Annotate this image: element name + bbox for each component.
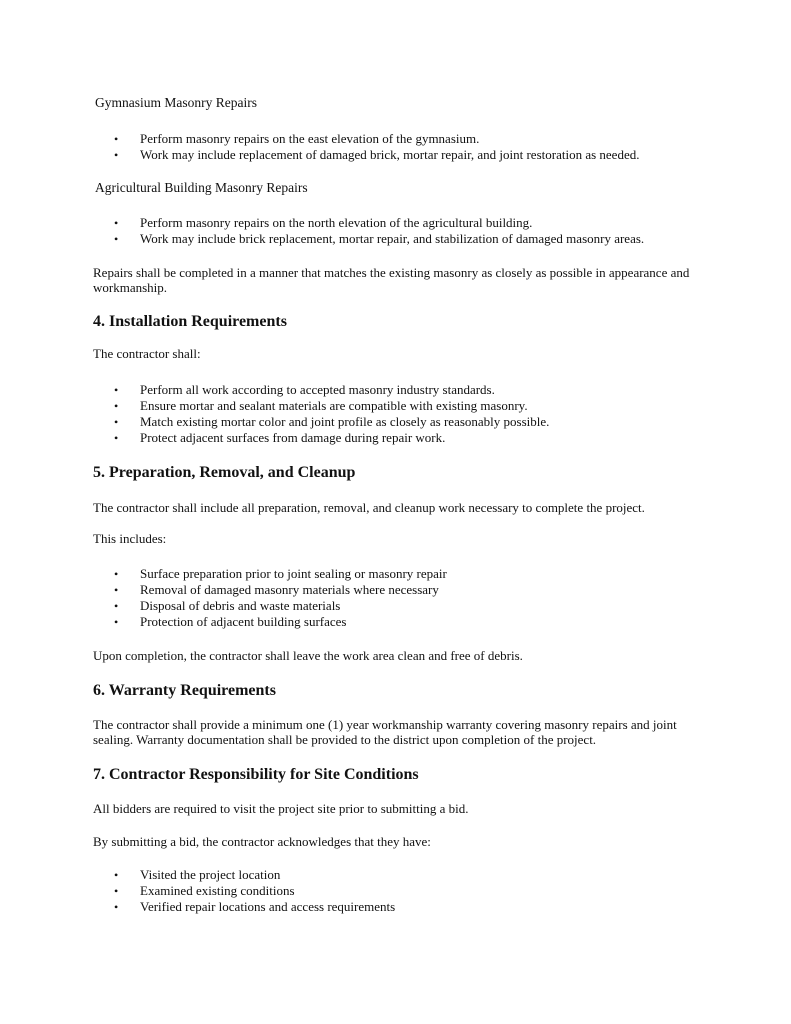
bullet-icon: • [114,216,119,230]
section-4-intro: The contractor shall: [93,346,201,361]
list-item [112,382,549,398]
list-item-text: Perform all work according to accepted masonry industry standards. [140,382,495,397]
bullet-icon: • [114,399,119,413]
section-5-heading: 5. Preparation, Removal, and Cleanup [93,464,356,481]
bullet-icon: • [114,900,119,914]
list-item-text: Perform masonry repairs on the north elevation of the agricultural building. [140,215,533,230]
list-item [112,398,549,414]
section-4-heading: 4. Installation Requirements [93,313,287,330]
section-7-acknowledge: By submitting a bid, the contractor acknowledges that they have: [93,834,431,849]
bullet-icon: • [114,567,119,581]
section-5-intro: The contractor shall include all preparation, removal, and cleanup work necessary to complete the project. [93,500,645,515]
list-item [112,582,447,598]
bullet-icon: • [114,599,119,613]
section-4-list [112,382,549,446]
list-item-text: Removal of damaged masonry materials where necessary [140,582,439,597]
list-item [112,430,549,446]
section-7-heading: 7. Contractor Responsibility for Site Conditions [93,766,419,783]
list-item [112,614,447,630]
bullet-icon: • [114,415,119,429]
list-item-text: Examined existing conditions [140,883,295,898]
bullet-icon: • [114,615,119,629]
bullet-icon: • [114,431,119,445]
section-7-list [112,867,395,915]
list-item-text: Visited the project location [140,867,281,882]
list-item [112,147,639,163]
list-item [112,598,447,614]
list-item [112,867,395,883]
section-5-includes: This includes: [93,531,167,546]
section-6-body: The contractor shall provide a minimum one (1) year workmanship warranty covering masonry repairs and joint sealing. Warranty documentation shall be provided to the district upon completion of the project. [93,717,677,747]
agricultural-repairs-list [112,215,644,247]
section-5-completion: Upon completion, the contractor shall leave the work area clean and free of debris. [93,648,523,663]
section-5-list [112,566,447,630]
bullet-icon: • [114,383,119,397]
list-item-text: Disposal of debris and waste materials [140,598,341,613]
gymnasium-repairs-title: Gymnasium Masonry Repairs [95,95,257,110]
list-item-text: Verified repair locations and access requirements [140,899,396,914]
bullet-icon: • [114,132,119,146]
list-item-text: Work may include brick replacement, mortar repair, and stabilization of damaged masonry areas. [140,231,645,246]
list-item-text: Match existing mortar color and joint profile as closely as reasonably possible. [140,414,550,429]
bullet-icon: • [114,868,119,882]
list-item-text: Protection of adjacent building surfaces [140,614,347,629]
list-item [112,131,639,147]
bullet-icon: • [114,884,119,898]
bullet-icon: • [114,148,119,162]
list-item-text: Ensure mortar and sealant materials are compatible with existing masonry. [140,398,528,413]
list-item-text: Work may include replacement of damaged brick, mortar repair, and joint restoration as needed. [140,147,640,162]
list-item-text: Protect adjacent surfaces from damage during repair work. [140,430,446,445]
list-item [112,899,395,915]
list-item-text: Surface preparation prior to joint sealing or masonry repair [140,566,447,581]
list-item-text: Perform masonry repairs on the east elevation of the gymnasium. [140,131,480,146]
list-item [112,231,644,247]
section-6-heading: 6. Warranty Requirements [93,682,276,699]
repairs-note: Repairs shall be completed in a manner that matches the existing masonry as closely as possible in appearance and workmanship. [93,265,690,295]
bullet-icon: • [114,232,119,246]
agricultural-repairs-title: Agricultural Building Masonry Repairs [95,180,308,195]
gymnasium-repairs-list [112,131,639,163]
list-item [112,566,447,582]
list-item [112,883,395,899]
list-item [112,414,549,430]
bullet-icon: • [114,583,119,597]
section-7-visit: All bidders are required to visit the project site prior to submitting a bid. [93,801,469,816]
list-item [112,215,644,231]
